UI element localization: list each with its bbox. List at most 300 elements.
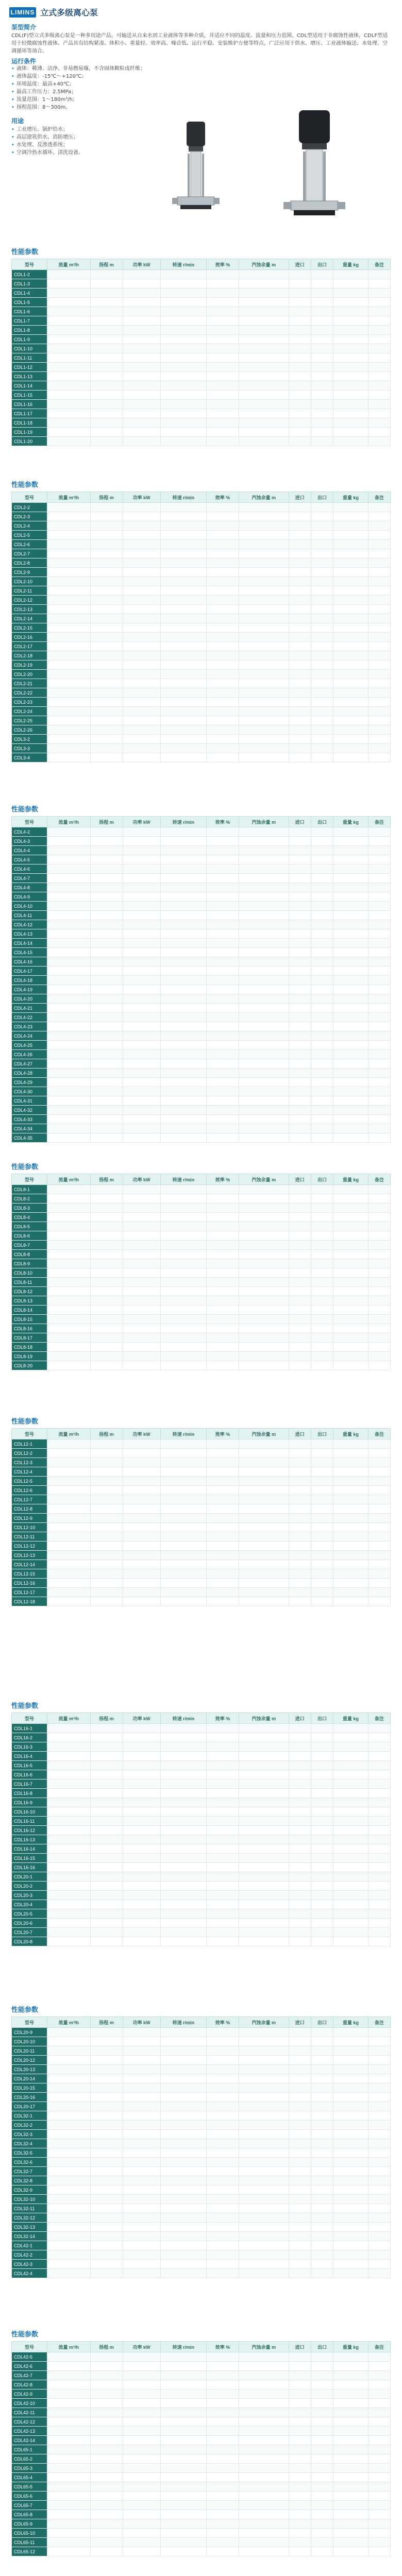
value-cell bbox=[239, 2417, 289, 2427]
model-cell: CDL2-8 bbox=[12, 558, 47, 568]
value-cell bbox=[368, 596, 390, 605]
value-cell bbox=[160, 874, 206, 883]
value-cell bbox=[239, 1004, 289, 1013]
value-cell bbox=[90, 1106, 123, 1115]
value-cell bbox=[90, 679, 123, 688]
value-cell bbox=[311, 307, 333, 316]
value-cell bbox=[368, 289, 390, 298]
value-cell bbox=[160, 353, 206, 363]
value-cell bbox=[289, 1752, 311, 1761]
value-cell bbox=[289, 2195, 311, 2204]
column-header: 流量 m³/h bbox=[47, 2017, 91, 2028]
value-cell bbox=[90, 716, 123, 725]
value-cell bbox=[239, 2529, 289, 2538]
value-cell bbox=[333, 2083, 368, 2093]
value-cell bbox=[160, 1050, 206, 1059]
value-cell bbox=[90, 1789, 123, 1798]
model-cell: CDL16-3 bbox=[12, 1742, 47, 1752]
value-cell bbox=[47, 1259, 91, 1268]
table-row bbox=[12, 540, 391, 549]
value-cell bbox=[47, 1041, 91, 1050]
value-cell bbox=[90, 326, 123, 335]
value-cell bbox=[289, 837, 311, 846]
value-cell bbox=[368, 855, 390, 865]
value-cell bbox=[123, 976, 160, 985]
value-cell bbox=[90, 1504, 123, 1514]
value-cell bbox=[333, 270, 368, 279]
value-cell bbox=[311, 298, 333, 307]
value-cell bbox=[123, 1296, 160, 1306]
column-header: 流量 m³/h bbox=[47, 2342, 91, 2352]
value-cell bbox=[47, 353, 91, 363]
model-cell: CDL8-3 bbox=[12, 1204, 47, 1213]
model-cell: CDL12-12 bbox=[12, 1541, 47, 1551]
value-cell bbox=[333, 1041, 368, 1050]
value-cell bbox=[368, 503, 390, 512]
value-cell bbox=[311, 2250, 333, 2260]
value-cell bbox=[311, 1467, 333, 1477]
value-cell bbox=[333, 1222, 368, 1231]
table-row bbox=[12, 2185, 391, 2195]
value-cell bbox=[90, 1096, 123, 1106]
value-cell bbox=[311, 1361, 333, 1370]
value-cell bbox=[239, 2148, 289, 2158]
spec-table bbox=[11, 259, 391, 446]
value-cell bbox=[333, 1115, 368, 1124]
value-cell bbox=[123, 372, 160, 381]
value-cell bbox=[160, 2139, 206, 2148]
value-cell bbox=[239, 558, 289, 568]
table-row bbox=[12, 1194, 391, 1204]
table-title: 性能参数 bbox=[11, 1702, 39, 1710]
value-cell bbox=[123, 633, 160, 642]
value-cell bbox=[90, 1532, 123, 1541]
value-cell bbox=[368, 540, 390, 549]
value-cell bbox=[206, 2046, 239, 2056]
value-cell bbox=[206, 1449, 239, 1458]
value-cell bbox=[289, 1504, 311, 1514]
value-cell bbox=[289, 540, 311, 549]
value-cell bbox=[123, 2130, 160, 2139]
value-cell bbox=[368, 2492, 390, 2501]
value-cell bbox=[239, 2139, 289, 2148]
value-cell bbox=[47, 1069, 91, 1078]
value-cell bbox=[368, 1059, 390, 1069]
value-cell bbox=[206, 2232, 239, 2241]
value-cell bbox=[160, 929, 206, 939]
value-cell bbox=[311, 2445, 333, 2454]
value-cell bbox=[289, 911, 311, 920]
value-cell bbox=[123, 596, 160, 605]
value-cell bbox=[90, 1439, 123, 1449]
value-cell bbox=[239, 605, 289, 614]
value-cell bbox=[123, 1133, 160, 1143]
value-cell bbox=[333, 1560, 368, 1569]
value-cell bbox=[123, 1467, 160, 1477]
value-cell bbox=[123, 2083, 160, 2093]
value-cell bbox=[47, 2232, 91, 2241]
value-cell bbox=[368, 1532, 390, 1541]
value-cell bbox=[239, 289, 289, 298]
model-cell: CDL1-16 bbox=[12, 400, 47, 409]
table-row bbox=[12, 1124, 391, 1133]
value-cell bbox=[239, 892, 289, 902]
value-cell bbox=[311, 1296, 333, 1306]
model-cell: CDL1-12 bbox=[12, 363, 47, 372]
value-cell bbox=[368, 298, 390, 307]
value-cell bbox=[47, 1278, 91, 1287]
value-cell bbox=[90, 883, 123, 892]
value-cell bbox=[160, 1560, 206, 1569]
table-row bbox=[12, 1050, 391, 1059]
value-cell bbox=[47, 929, 91, 939]
condition-item: • 液体：稀薄、洁净、非易燃易爆，不含固体颗粒或纤维； bbox=[11, 65, 391, 73]
model-cell: CDL32-6 bbox=[12, 2158, 47, 2167]
value-cell bbox=[239, 326, 289, 335]
value-cell bbox=[123, 670, 160, 679]
spec-table bbox=[11, 492, 391, 762]
value-cell bbox=[289, 2510, 311, 2519]
value-cell bbox=[47, 957, 91, 967]
value-cell bbox=[206, 2074, 239, 2083]
value-cell bbox=[206, 363, 239, 372]
model-cell: CDL16-14 bbox=[12, 1844, 47, 1854]
table-row bbox=[12, 2408, 391, 2417]
value-cell bbox=[160, 1059, 206, 1069]
value-cell bbox=[311, 1817, 333, 1826]
value-cell bbox=[239, 688, 289, 698]
value-cell bbox=[206, 1817, 239, 1826]
value-cell bbox=[289, 2093, 311, 2102]
value-cell bbox=[90, 2510, 123, 2519]
value-cell bbox=[47, 279, 91, 289]
value-cell bbox=[311, 2380, 333, 2389]
value-cell bbox=[90, 1798, 123, 1807]
value-cell bbox=[160, 1041, 206, 1050]
value-cell bbox=[311, 2046, 333, 2056]
column-header: 备注 bbox=[368, 259, 390, 270]
model-cell: CDL4-2 bbox=[12, 827, 47, 837]
value-cell bbox=[47, 1361, 91, 1370]
value-cell bbox=[90, 1333, 123, 1343]
value-cell bbox=[47, 2352, 91, 2362]
value-cell bbox=[333, 1050, 368, 1059]
column-header: 转速 r/min bbox=[160, 2017, 206, 2028]
value-cell bbox=[47, 2093, 91, 2102]
model-cell: CDL16-15 bbox=[12, 1854, 47, 1863]
value-cell bbox=[206, 391, 239, 400]
value-cell bbox=[90, 1863, 123, 1872]
value-cell bbox=[289, 381, 311, 391]
value-cell bbox=[311, 428, 333, 437]
value-cell bbox=[47, 540, 91, 549]
table-row bbox=[12, 2213, 391, 2223]
value-cell bbox=[47, 2176, 91, 2185]
value-cell bbox=[47, 2427, 91, 2436]
value-cell bbox=[368, 326, 390, 335]
column-header: 效率 % bbox=[206, 2342, 239, 2352]
value-cell bbox=[368, 2436, 390, 2445]
model-cell: CDL12-10 bbox=[12, 1523, 47, 1532]
value-cell bbox=[333, 874, 368, 883]
value-cell bbox=[368, 2195, 390, 2204]
value-cell bbox=[368, 1306, 390, 1315]
value-cell bbox=[239, 2436, 289, 2445]
value-cell bbox=[289, 372, 311, 381]
value-cell bbox=[123, 1761, 160, 1770]
value-cell bbox=[311, 2223, 333, 2232]
value-cell bbox=[90, 2454, 123, 2464]
value-cell bbox=[311, 698, 333, 707]
value-cell bbox=[123, 1315, 160, 1324]
value-cell bbox=[289, 967, 311, 976]
column-header: 进口 bbox=[289, 259, 311, 270]
table-title: 性能参数 bbox=[11, 2006, 39, 2014]
table-row bbox=[12, 2176, 391, 2185]
value-cell bbox=[289, 1937, 311, 1946]
model-cell: CDL65-2 bbox=[12, 2454, 47, 2464]
value-cell bbox=[206, 1231, 239, 1241]
value-cell bbox=[239, 1306, 289, 1315]
value-cell bbox=[47, 651, 91, 660]
value-cell bbox=[368, 512, 390, 521]
model-cell: CDL2-12 bbox=[12, 596, 47, 605]
table-row bbox=[12, 1031, 391, 1041]
value-cell bbox=[333, 1900, 368, 1909]
value-cell bbox=[123, 2250, 160, 2260]
value-cell bbox=[368, 892, 390, 902]
value-cell bbox=[333, 744, 368, 753]
value-cell bbox=[289, 1096, 311, 1106]
value-cell bbox=[206, 920, 239, 929]
value-cell bbox=[123, 1523, 160, 1532]
value-cell bbox=[123, 2102, 160, 2111]
value-cell bbox=[239, 920, 289, 929]
value-cell bbox=[123, 1742, 160, 1752]
value-cell bbox=[368, 1541, 390, 1551]
value-cell bbox=[90, 1882, 123, 1891]
value-cell bbox=[90, 614, 123, 623]
value-cell bbox=[47, 363, 91, 372]
value-cell bbox=[90, 753, 123, 762]
value-cell bbox=[289, 660, 311, 670]
value-cell bbox=[311, 1343, 333, 1352]
model-cell: CDL16-10 bbox=[12, 1807, 47, 1817]
value-cell bbox=[160, 1213, 206, 1222]
value-cell bbox=[90, 1477, 123, 1486]
value-cell bbox=[311, 957, 333, 967]
value-cell bbox=[123, 2195, 160, 2204]
value-cell bbox=[123, 391, 160, 400]
value-cell bbox=[289, 270, 311, 279]
value-cell bbox=[311, 2093, 333, 2102]
value-cell bbox=[368, 1733, 390, 1742]
value-cell bbox=[333, 2195, 368, 2204]
value-cell bbox=[239, 1780, 289, 1789]
value-cell bbox=[206, 2352, 239, 2362]
model-cell: CDL8-4 bbox=[12, 1213, 47, 1222]
value-cell bbox=[90, 2380, 123, 2389]
value-cell bbox=[368, 902, 390, 911]
table-row bbox=[12, 1222, 391, 1231]
value-cell bbox=[239, 2427, 289, 2436]
pump-image-large bbox=[278, 108, 350, 223]
model-cell: CDL12-1 bbox=[12, 1439, 47, 1449]
value-cell bbox=[289, 2241, 311, 2250]
value-cell bbox=[333, 623, 368, 633]
table-row bbox=[12, 2148, 391, 2158]
value-cell bbox=[206, 2492, 239, 2501]
value-cell bbox=[289, 1826, 311, 1835]
value-cell bbox=[368, 1250, 390, 1259]
value-cell bbox=[368, 1882, 390, 1891]
value-cell bbox=[206, 409, 239, 418]
value-cell bbox=[160, 1449, 206, 1458]
value-cell bbox=[311, 2074, 333, 2083]
value-cell bbox=[90, 428, 123, 437]
value-cell bbox=[123, 2352, 160, 2362]
value-cell bbox=[368, 2083, 390, 2093]
value-cell bbox=[239, 2519, 289, 2529]
value-cell bbox=[160, 1807, 206, 1817]
value-cell bbox=[206, 344, 239, 353]
value-cell bbox=[47, 865, 91, 874]
value-cell bbox=[311, 409, 333, 418]
value-cell bbox=[333, 2074, 368, 2083]
value-cell bbox=[123, 549, 160, 558]
table-row bbox=[12, 344, 391, 353]
value-cell bbox=[311, 679, 333, 688]
value-cell bbox=[47, 577, 91, 586]
value-cell bbox=[206, 353, 239, 363]
table-row bbox=[12, 2065, 391, 2074]
value-cell bbox=[90, 335, 123, 344]
value-cell bbox=[239, 1817, 289, 1826]
value-cell bbox=[368, 688, 390, 698]
value-cell bbox=[206, 2436, 239, 2445]
value-cell bbox=[160, 521, 206, 531]
value-cell bbox=[311, 2204, 333, 2213]
value-cell bbox=[333, 400, 368, 409]
value-cell bbox=[206, 985, 239, 994]
value-cell bbox=[368, 2529, 390, 2538]
value-cell bbox=[368, 1872, 390, 1882]
value-cell bbox=[311, 1078, 333, 1087]
value-cell bbox=[333, 1863, 368, 1872]
value-cell bbox=[311, 1096, 333, 1106]
model-cell: CDL12-16 bbox=[12, 1579, 47, 1588]
value-cell bbox=[368, 2260, 390, 2269]
value-cell bbox=[123, 1532, 160, 1541]
value-cell bbox=[368, 1078, 390, 1087]
model-cell: CDL4-26 bbox=[12, 1050, 47, 1059]
value-cell bbox=[289, 642, 311, 651]
value-cell bbox=[206, 568, 239, 577]
value-cell bbox=[311, 1504, 333, 1514]
value-cell bbox=[333, 1733, 368, 1742]
value-cell bbox=[289, 920, 311, 929]
value-cell bbox=[333, 679, 368, 688]
value-cell bbox=[289, 2056, 311, 2065]
value-cell bbox=[123, 2185, 160, 2195]
value-cell bbox=[368, 558, 390, 568]
value-cell bbox=[289, 1069, 311, 1078]
value-cell bbox=[289, 1241, 311, 1250]
value-cell bbox=[289, 2148, 311, 2158]
value-cell bbox=[239, 1096, 289, 1106]
value-cell bbox=[206, 2204, 239, 2213]
table-row bbox=[12, 1458, 391, 1467]
value-cell bbox=[333, 753, 368, 762]
value-cell bbox=[289, 2260, 311, 2269]
value-cell bbox=[160, 1185, 206, 1194]
value-cell bbox=[311, 1928, 333, 1937]
value-cell bbox=[368, 2139, 390, 2148]
value-cell bbox=[239, 2241, 289, 2250]
value-cell bbox=[368, 1004, 390, 1013]
value-cell bbox=[333, 568, 368, 577]
value-cell bbox=[47, 948, 91, 957]
table-row bbox=[12, 1059, 391, 1069]
value-cell bbox=[333, 1004, 368, 1013]
value-cell bbox=[239, 1733, 289, 1742]
value-cell bbox=[160, 1872, 206, 1882]
value-cell bbox=[368, 1798, 390, 1807]
value-cell bbox=[311, 1733, 333, 1742]
value-cell bbox=[289, 2417, 311, 2427]
value-cell bbox=[47, 1854, 91, 1863]
value-cell bbox=[206, 1458, 239, 1467]
table-row bbox=[12, 1306, 391, 1315]
value-cell bbox=[90, 623, 123, 633]
value-cell bbox=[206, 1937, 239, 1946]
value-cell bbox=[160, 1268, 206, 1278]
value-cell bbox=[47, 503, 91, 512]
value-cell bbox=[160, 1835, 206, 1844]
value-cell bbox=[239, 846, 289, 855]
model-cell: CDL4-32 bbox=[12, 1106, 47, 1115]
value-cell bbox=[289, 725, 311, 735]
value-cell bbox=[333, 1891, 368, 1900]
value-cell bbox=[239, 1361, 289, 1370]
value-cell bbox=[333, 1770, 368, 1780]
value-cell bbox=[123, 902, 160, 911]
value-cell bbox=[239, 2083, 289, 2093]
value-cell bbox=[289, 2213, 311, 2223]
value-cell bbox=[160, 883, 206, 892]
value-cell bbox=[333, 2529, 368, 2538]
value-cell bbox=[160, 2111, 206, 2121]
value-cell bbox=[311, 2185, 333, 2195]
value-cell bbox=[311, 2065, 333, 2074]
value-cell bbox=[160, 985, 206, 994]
value-cell bbox=[160, 540, 206, 549]
value-cell bbox=[90, 1835, 123, 1844]
value-cell bbox=[206, 1752, 239, 1761]
value-cell bbox=[206, 400, 239, 409]
value-cell bbox=[333, 2436, 368, 2445]
value-cell bbox=[333, 2464, 368, 2473]
value-cell bbox=[333, 633, 368, 642]
value-cell bbox=[311, 837, 333, 846]
value-cell bbox=[160, 994, 206, 1004]
value-cell bbox=[47, 2065, 91, 2074]
value-cell bbox=[333, 939, 368, 948]
value-cell bbox=[368, 372, 390, 381]
value-cell bbox=[160, 1352, 206, 1361]
value-cell bbox=[289, 1361, 311, 1370]
value-cell bbox=[90, 2213, 123, 2223]
